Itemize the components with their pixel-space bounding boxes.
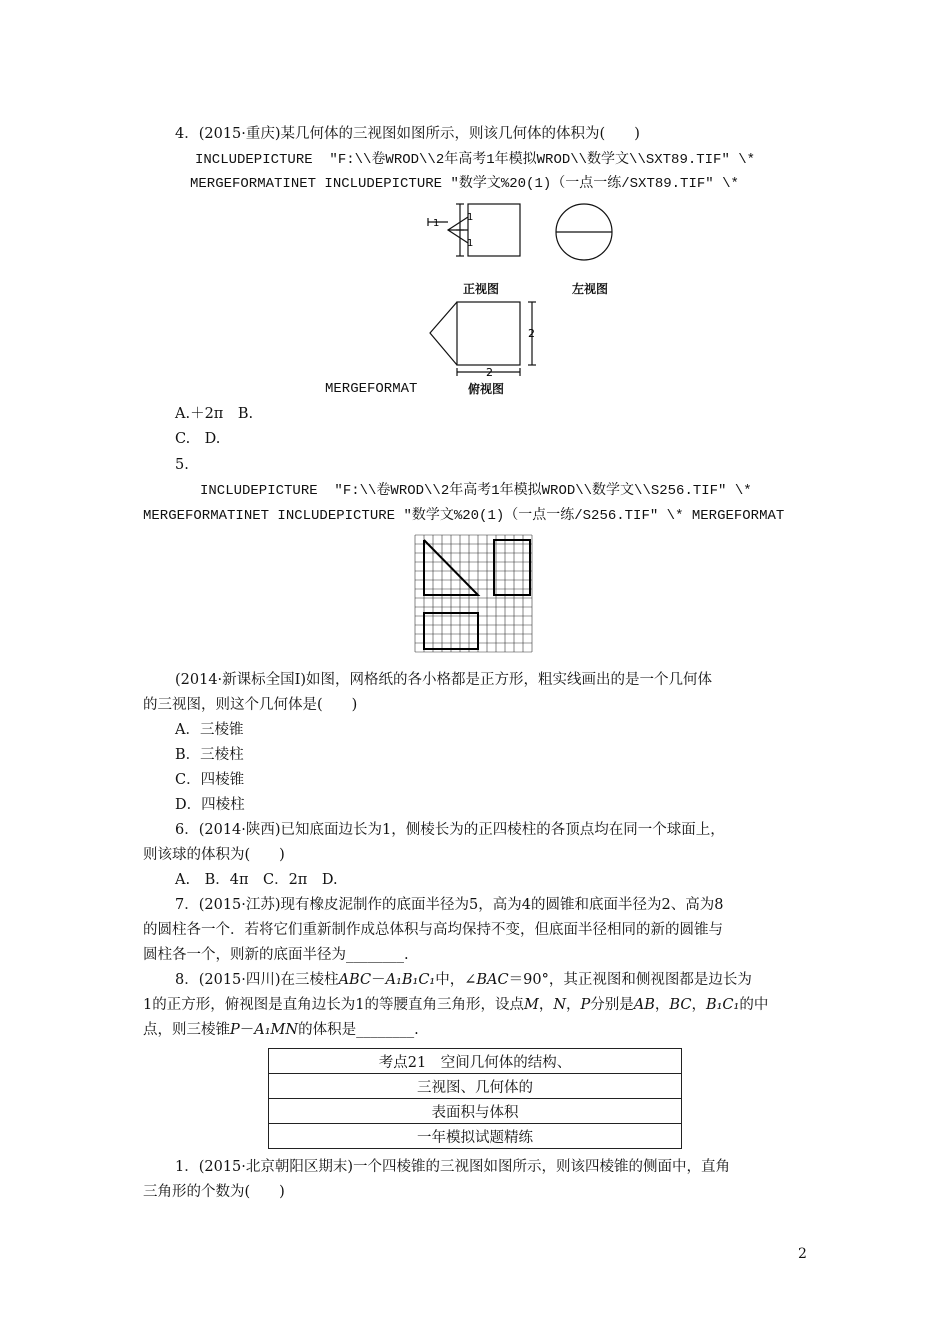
q5-stem-line-1: (2014·新课标全国Ⅰ)如图，网格纸的各小格都是正方形，粗实线画出的是一个几何体	[175, 672, 713, 688]
q4-options-ab: A.＋2π B.	[175, 406, 254, 422]
section-title-box	[268, 1048, 682, 1149]
top-view-square	[457, 302, 520, 365]
q6-stem-line-1: 6．(2014·陕西)已知底面边长为1，侧棱长为的正四棱柱的各顶点均在同一个球面上，	[175, 822, 725, 838]
q8-stem-line-2: 1的正方形，俯视图是直角边长为1的等腰直角三角形，设点M，N，P分别是AB，BC，B₁C₁的中	[143, 997, 769, 1013]
dim-2-right: 2	[528, 327, 535, 340]
q4-options-cd: C. D.	[175, 431, 221, 447]
q4-field-code-2: MERGEFORMATINET INCLUDEPICTURE "数学文%20(1)（一点一练/SXT89.TIF" \*	[190, 176, 739, 192]
q1-stem-line-2: 三角形的个数为( )	[143, 1184, 285, 1200]
left-view-caption: 左视图	[572, 282, 609, 296]
q5-stem-line-2: 的三视图，则这个几何体是( )	[143, 697, 358, 713]
front-view-square	[468, 204, 520, 256]
q7-stem-line-2: 的圆柱各一个．若将它们重新制作成总体积与高均保持不变，但底面半径相同的新的圆锥与	[143, 922, 723, 938]
front-view-caption: 正视图	[463, 282, 500, 296]
q8-stem-line-3: 点，则三棱锥P－A₁MN的体积是________.	[143, 1022, 419, 1038]
grid-side-view-rect	[494, 540, 530, 595]
q5-grid-figure	[414, 534, 536, 656]
q5-number: 5.	[175, 457, 189, 473]
page-number: 2	[798, 1246, 807, 1262]
top-view-caption: 俯视图	[468, 382, 505, 396]
q4-stem: 4．(2015·重庆)某几何体的三视图如图所示，则该几何体的体积为( )	[175, 126, 640, 142]
q7-stem-line-1: 7．(2015·江苏)现有橡皮泥制作的底面半径为5，高为4的圆锥和底面半径为2、高为8	[175, 897, 724, 913]
q6-options: A. B．4π C．2π D.	[175, 872, 338, 888]
q5-option-a: A．三棱锥	[175, 722, 244, 738]
dim-1-lower: 1	[467, 238, 474, 249]
q5-option-c: C．四棱锥	[175, 772, 245, 788]
section-title-row-2: 三视图、几何体的	[269, 1074, 682, 1099]
top-view-triangle	[430, 302, 457, 365]
q8-stem-line-1: 8．(2015·四川)在三棱柱ABC－A₁B₁C₁中，∠BAC＝90°，其正视图和侧视图都是边长为	[175, 972, 752, 988]
q5-field-code-2: MERGEFORMATINET INCLUDEPICTURE "数学文%20(1)（一点一练/S256.TIF" \* MERGEFORMAT	[143, 508, 785, 524]
section-title-row-1: 考点21 空间几何体的结构、	[269, 1049, 682, 1074]
q6-stem-line-2: 则该球的体积为( )	[143, 847, 285, 863]
q4-field-code-3: MERGEFORMAT	[325, 381, 418, 397]
section-title-row-3: 表面积与体积	[269, 1099, 682, 1124]
q4-field-code-1: INCLUDEPICTURE "F:\\卷WROD\\2年高考1年模拟WROD\\数学文\\SXT89.TIF" \*	[195, 152, 756, 168]
dim-2-bottom: 2	[486, 366, 493, 379]
q7-stem-line-3: 圆柱各一个，则新的底面半径为________.	[143, 947, 409, 963]
q5-option-d: D．四棱柱	[175, 797, 245, 813]
dim-1-upper: 1	[467, 212, 474, 223]
q5-field-code-1: INCLUDEPICTURE "F:\\卷WROD\\2年高考1年模拟WROD\\数学文\\S256.TIF" \*	[200, 483, 752, 499]
q1-stem-line-1: 1．(2015·北京朝阳区期末)一个四棱锥的三视图如图所示，则该四棱锥的侧面中，直角	[175, 1159, 731, 1175]
dim-1-horizontal: 1	[433, 218, 440, 229]
section-title-row-4: 一年模拟试题精练	[269, 1124, 682, 1149]
q5-option-b: B．三棱柱	[175, 747, 244, 763]
